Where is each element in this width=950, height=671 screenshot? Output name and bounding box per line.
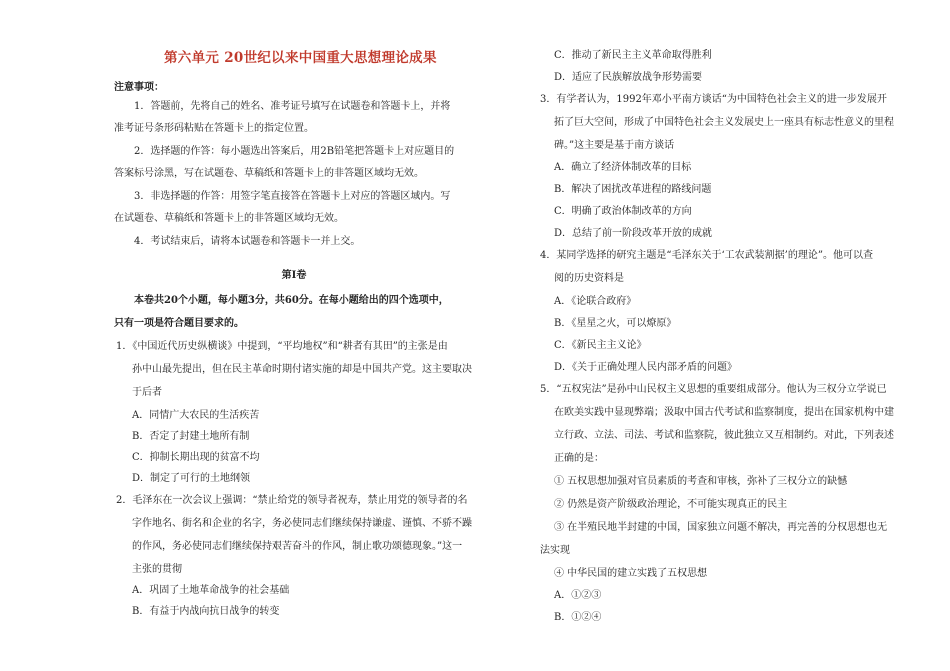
option-line: B．否定了封建土地所有制 (132, 431, 250, 442)
option-line: A．巩固了土地革命战争的社会基础 (132, 585, 290, 596)
instruction-line: 本卷共20个小题，每小题3分，共60分。在每小题给出的四个选项中， (134, 295, 449, 306)
option-line: A．《论联合政府》 (554, 296, 637, 307)
question-line: 1．《中国近代历史纵横谈》中提到，“平均地权”和“耕者有其田”的主张是由 (116, 341, 448, 352)
note-line: 答案标号涂黑，写在试题卷、草稿纸和答题卡上的非答题区域均无效。 (114, 168, 424, 179)
question-line: 主张的贯彻 (132, 564, 182, 575)
note-line: 2．选择题的作答：每小题选出答案后，用2B铅笔把答题卡上对应题目的 (134, 146, 455, 157)
statement-line: ① 五权思想加强对官员素质的考查和审核，弥补了三权分立的缺憾 (554, 476, 848, 487)
question-line: 立行政、立法、司法、考试和监察院，彼此独立又互相制约。对此，下列表述 (554, 430, 894, 441)
question-line: 字作地名、街名和企业的名字，务必使同志们继续保持谦虚、谨慎、不骄不躁 (132, 518, 472, 529)
option-line: B．《星星之火，可以燎原》 (554, 318, 677, 329)
option-line: D．《关于正确处理人民内部矛盾的问题》 (554, 362, 738, 373)
section-heading: 第Ⅰ卷 (281, 270, 307, 281)
option-line: D．总结了前一阶段改革开放的成就 (554, 228, 713, 239)
notes-heading: 注意事项： (114, 82, 164, 93)
question-line: 2．毛泽东在一次会议上强调：“禁止给党的领导者祝寿，禁止用党的领导者的名 (116, 495, 468, 506)
question-line: 碑。”这主要是基于南方谈话 (554, 140, 675, 151)
instruction-line: 只有一项是符合题目要求的。 (114, 318, 244, 329)
note-line: 4．考试结束后，请将本试题卷和答题卡一并上交。 (134, 236, 361, 247)
option-line: C．《新民主主义论》 (554, 340, 647, 351)
option-line: B．有益于内战向抗日战争的转变 (132, 606, 280, 617)
statement-line: ② 仍然是资产阶级政治理论，不可能实现真正的民主 (554, 499, 788, 510)
question-line: 拓了巨大空间，形成了中国特色社会主义发展史上一座具有标志性意义的里程 (554, 117, 894, 128)
question-line: 在欧美实践中显现弊端；汲取中国古代考试和监察制度，提出在国家机构中建 (554, 407, 894, 418)
question-line: 3．有学者认为，1992年邓小平南方谈话“为中国特色社会主义的进一步发展开 (540, 94, 887, 105)
question-line: 正确的是： (554, 453, 604, 464)
note-line: 3．非选择题的作答：用签字笔直接答在答题卡上对应的答题区域内。写 (134, 191, 451, 202)
question-line: 于后者 (132, 387, 162, 398)
note-line: 准考证号条形码粘贴在答题卡上的指定位置。 (114, 123, 314, 134)
option-line: B．①②④ (554, 612, 602, 623)
statement-line: ④ 中华民国的建立实践了五权思想 (554, 568, 708, 579)
question-line: 阅的历史资料是 (554, 273, 624, 284)
option-line: D．适应了民族解放战争形势需要 (554, 72, 703, 83)
option-line: C．明确了政治体制改革的方向 (554, 206, 692, 217)
option-line: A．同情广大农民的生活疾苦 (132, 410, 260, 421)
option-line: A．①②③ (554, 590, 602, 601)
question-line: 孙中山最先提出，但在民主革命时期付诸实施的却是中国共产党。这主要取决 (132, 364, 472, 375)
option-line: C．抑制长期出现的贫富不均 (132, 452, 260, 463)
statement-line: 法实现 (540, 545, 570, 556)
option-line: A．确立了经济体制改革的目标 (554, 162, 692, 173)
option-line: B．解决了困扰改革进程的路线问题 (554, 184, 712, 195)
question-line: 5．“五权宪法”是孙中山民权主义思想的重要组成部分。他认为三权分立学说已 (540, 384, 887, 395)
option-line: D．制定了可行的土地纲领 (132, 473, 251, 484)
statement-line: ③ 在半殖民地半封建的中国，国家独立问题不解决，再完善的分权思想也无 (554, 522, 888, 533)
note-line: 1．答题前，先将自己的姓名、准考证号填写在试题卷和答题卡上，并将 (134, 101, 451, 112)
question-line: 的作风，务必使同志们继续保持艰苦奋斗的作风，制止歌功颂德现象。”这一 (132, 541, 463, 552)
note-line: 在试题卷、草稿纸和答题卡上的非答题区域均无效。 (114, 213, 344, 224)
page-title: 第六单元 20世纪以来中国重大思想理论成果 (164, 50, 437, 66)
option-line: C．推动了新民主主义革命取得胜利 (554, 50, 712, 61)
question-line: 4．某同学选择的研究主题是“毛泽东关于‘工农武装割据’的理论”。他可以查 (540, 250, 873, 261)
